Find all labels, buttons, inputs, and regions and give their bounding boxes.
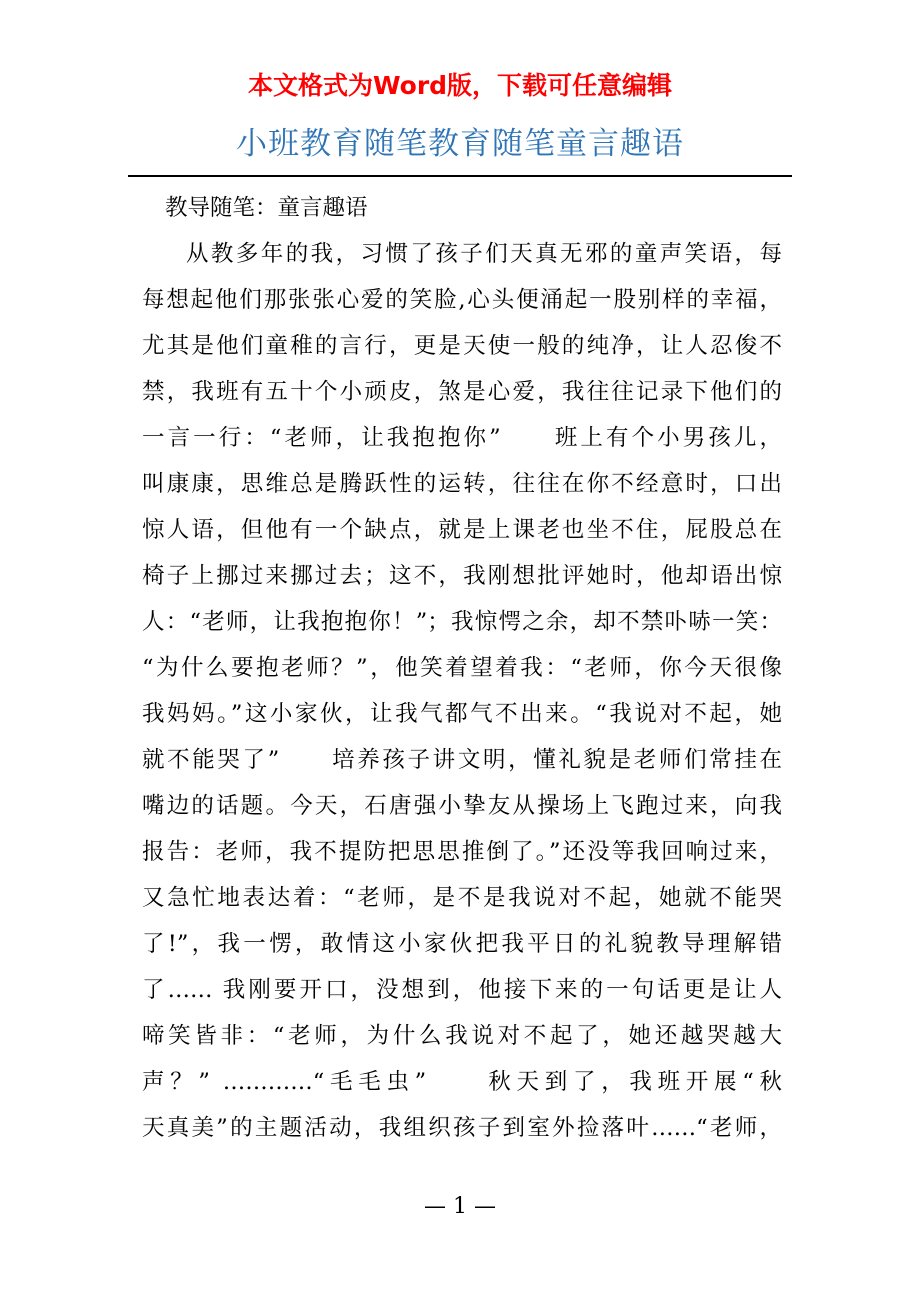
document-body [142,185,782,1151]
paragraph-line: 了!”，我一愣，敢情这小家伙把我平日的礼貌教导理解错 [142,931,782,957]
paragraph-line: 人：“老师，让我抱抱你！”；我惊愕之余，却不禁卟哧一笑： [142,609,782,635]
title-divider [128,175,792,177]
paragraph-line: 天真美”的主题活动，我组织孩子到室外捡落叶……“老师， [142,1115,782,1141]
paragraph-line: 声？” …………“毛毛虫” 秋天到了，我班开展“秋 [142,1069,782,1095]
paragraph-line: 嘴边的话题。今天，石唐强小挚友从操场上飞跑过来，向我 [142,793,782,819]
paragraph-line: 椅子上挪过来挪过去；这不，我刚想批评她时，他却语出惊 [142,563,782,589]
paragraph-line: 惊人语，但他有一个缺点，就是上课老也坐不住，屁股总在 [142,517,782,543]
paragraph-line: 从教多年的我，习惯了孩子们天真无邪的童声笑语，每 [186,241,782,267]
document-title: 小班教育随笔教育随笔童言趣语 [236,126,684,162]
paragraph-line: 了…… 我刚要开口，没想到，他接下来的一句话更是让人 [142,977,782,1003]
paragraph-line: 就不能哭了” 培养孩子讲文明，懂礼貌是老师们常挂在 [142,747,782,773]
page-number: — 1 — [424,1194,496,1219]
paragraph-line: 报告：老师，我不提防把思思推倒了。”还没等我回响过来， [142,839,782,865]
paragraph-line: 尤其是他们童稚的言行，更是天使一般的纯净，让人忍俊不 [142,333,782,359]
paragraph-line: 叫康康，思维总是腾跃性的运转，往往在你不经意时，口出 [142,471,782,497]
paragraph-line: 禁，我班有五十个小顽皮，煞是心爱，我往往记录下他们的 [142,379,782,405]
format-notice: 本文格式为Word版，下载可任意编辑 [247,71,673,100]
paragraph-line: “为什么要抱老师？”，他笑着望着我：“老师，你今天很像 [142,655,782,681]
paragraph-line: 又急忙地表达着：“老师，是不是我说对不起，她就不能哭 [142,885,782,911]
paragraph-line: 每想起他们那张张心爱的笑脸,心头便涌起一股别样的幸福， [142,287,782,313]
paragraph-line: 一言一行：“老师，让我抱抱你” 班上有个小男孩儿， [142,425,782,451]
paragraph-line: 我妈妈。”这小家伙，让我气都气不出来。“我说对不起，她 [142,701,782,727]
section-heading: 教导随笔：童言趣语 [165,195,368,221]
paragraph-line: 啼笑皆非：“老师，为什么我说对不起了，她还越哭越大 [142,1023,782,1049]
